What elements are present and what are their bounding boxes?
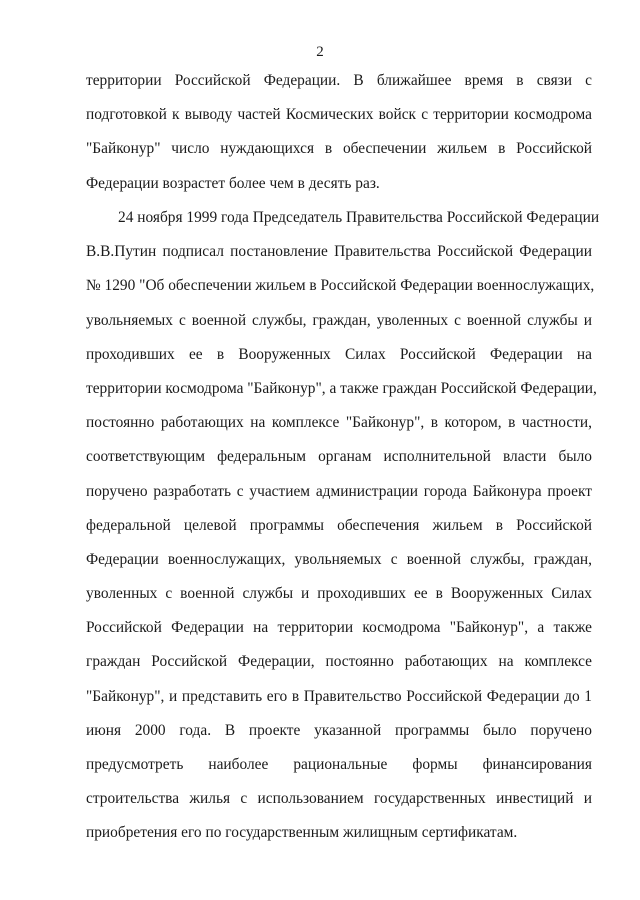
text-line: подготовкой к выводу частей Космических войск с территории космодрома	[86, 106, 592, 124]
text-line: строительства жилья с использованием государственных инвестиций и	[86, 790, 592, 808]
page-number: 2	[316, 44, 324, 60]
text-line: Федерации военнослужащих, увольняемых с военной службы, граждан,	[86, 550, 592, 568]
text-line: № 1290 "Об обеспечении жильем в Российской Федерации военнослужащих,	[86, 277, 595, 295]
text-line: Российской Федерации на территории космодрома "Байконур", а также	[86, 619, 592, 637]
text-line: граждан Российской Федерации, постоянно работающих на комплексе	[86, 653, 592, 671]
text-line: июня 2000 года. В проекте указанной программы было поручено	[86, 721, 592, 739]
text-line: территории космодрома "Байконур", а также граждан Российской Федерации,	[86, 379, 597, 397]
text-line: "Байконур" число нуждающихся в обеспечении жильем в Российской	[86, 140, 592, 158]
text-line: соответствующим федеральным органам исполнительной власти было	[86, 448, 592, 466]
text-line: 24 ноября 1999 года Председатель Правительства Российской Федерации	[118, 209, 600, 226]
paragraph-1	[86, 64, 592, 201]
text-line: поручено разработать с участием администрации города Байконура проект	[86, 482, 592, 500]
text-line: территории Российской Федерации. В ближайшее время в связи с	[86, 72, 592, 89]
text-line: федеральной целевой программы обеспечения жильем в Российской	[86, 516, 592, 534]
text-line: постоянно работающих на комплексе "Байконур", в котором, в частности,	[86, 414, 592, 432]
text-line: "Байконур", и представить его в Правительство Российской Федерации до 1	[86, 687, 592, 705]
text-line: проходивших ее в Вооруженных Силах Российской Федерации на	[86, 345, 592, 363]
text-line: Федерации возрастет более чем в десять раз.	[86, 174, 380, 192]
text-line: приобретения его по государственным жилищным сертификатам.	[86, 824, 518, 842]
text-line: В.В.Путин подписал постановление Правительства Российской Федерации	[86, 243, 592, 261]
text-line: увольняемых с военной службы, граждан, уволенных с военной службы и	[86, 311, 592, 329]
text-line: уволенных с военной службы и проходивших ее в Вооруженных Силах	[86, 585, 592, 603]
text-line: предусмотреть наиболее рациональные формы финансирования	[86, 756, 592, 773]
paragraph-2	[86, 201, 600, 851]
